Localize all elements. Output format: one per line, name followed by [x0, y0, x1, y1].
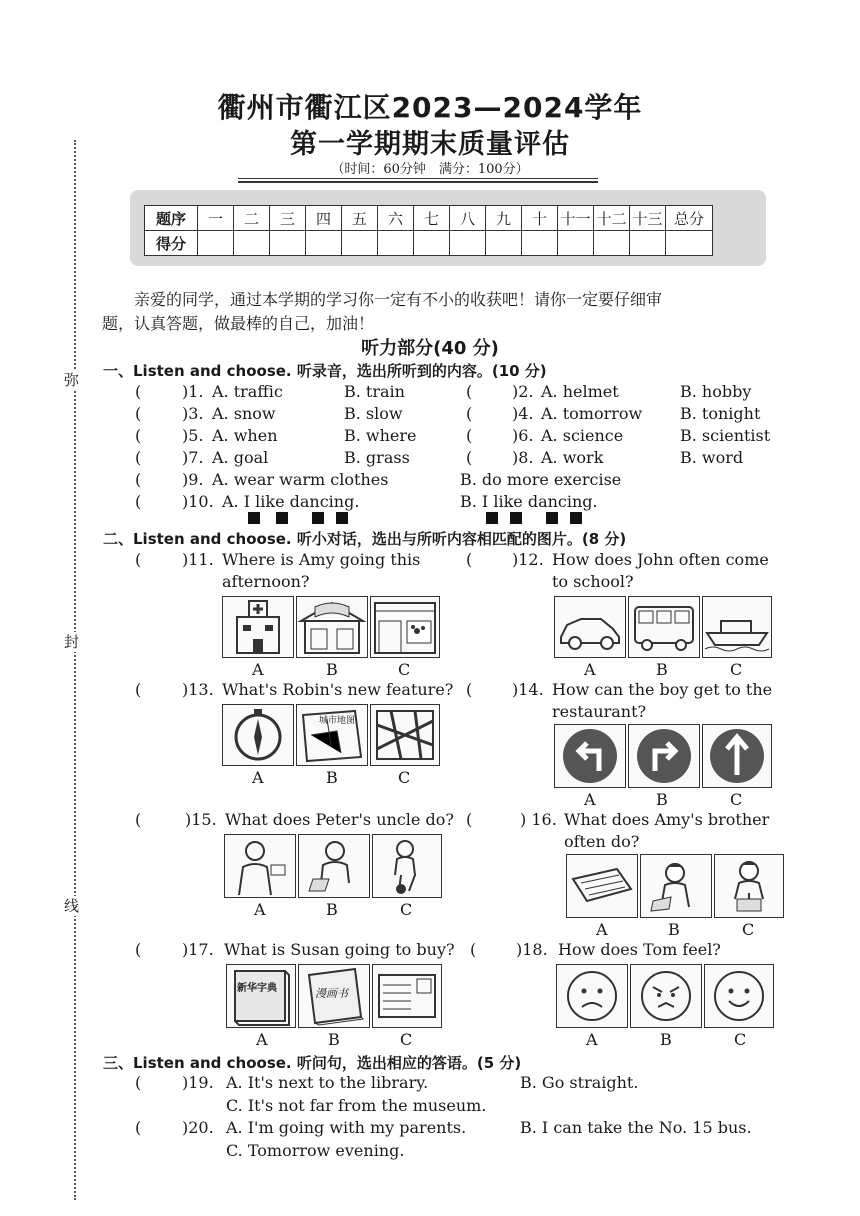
option-label: C: [730, 790, 743, 809]
man-picture[interactable]: [224, 834, 296, 898]
angry-face-icon: [631, 965, 701, 1027]
score-col: 二: [234, 206, 270, 231]
option-a: A. tomorrow: [541, 404, 643, 423]
dictionary-picture[interactable]: [226, 964, 296, 1028]
question-number: )7.: [182, 448, 204, 467]
question-text: What does Peter's uncle do?: [225, 810, 454, 829]
street-map-icon: [371, 705, 439, 765]
redaction-block: [486, 512, 498, 524]
turn-left-arrow-icon: [555, 725, 625, 787]
option-label: A: [596, 920, 608, 939]
score-cell[interactable]: [450, 231, 486, 256]
maze-icon: [567, 855, 637, 917]
question-number: )15.: [185, 810, 217, 829]
answer-paren[interactable]: (: [135, 426, 142, 445]
ship-picture[interactable]: [702, 596, 772, 658]
question-number: )8.: [512, 448, 534, 467]
score-row-order: [145, 206, 713, 231]
exam-title-line1: 衢州市衢江区2023—2024学年: [217, 91, 643, 124]
map-label: 城市地图: [319, 716, 356, 726]
option-a: A. snow: [212, 404, 276, 423]
option-label: C: [742, 920, 755, 939]
score-col: 九: [486, 206, 522, 231]
exam-title-line2: 第一学期期末质量评估: [290, 129, 570, 160]
redaction-block: [546, 512, 558, 524]
question-text: Where is Amy going this: [222, 550, 421, 569]
option-label: A: [586, 1030, 598, 1049]
score-col: 八: [450, 206, 486, 231]
bookstore-icon: [297, 597, 367, 657]
option-label: C: [400, 900, 413, 919]
sad-face-icon: [557, 965, 627, 1027]
score-col: 六: [378, 206, 414, 231]
question-text: What does Amy's brother: [564, 810, 770, 829]
option-label: A: [252, 660, 264, 679]
redaction-block: [312, 512, 324, 524]
answer-paren[interactable]: (: [466, 550, 473, 569]
postcard-picture[interactable]: [372, 964, 442, 1028]
question-number: )9.: [182, 470, 204, 489]
question-number: )17.: [182, 940, 214, 959]
maze-picture[interactable]: [566, 854, 638, 918]
option-a: A. when: [212, 426, 278, 445]
intro-line1: 亲爱的同学，通过本学期的学习你一定有不小的收获吧！请你一定要仔细审: [134, 290, 663, 309]
option-label: C: [398, 768, 411, 787]
score-col: 四: [306, 206, 342, 231]
question-text: What's Robin's new feature?: [222, 680, 454, 699]
score-cell[interactable]: [198, 231, 234, 256]
score-col: 十一: [558, 206, 594, 231]
turn-left-sign-picture[interactable]: [554, 724, 626, 788]
go-straight-sign-picture[interactable]: [702, 724, 772, 788]
answer-paren[interactable]: (: [466, 382, 473, 401]
answer-paren[interactable]: (: [466, 810, 473, 829]
score-cell[interactable]: [594, 231, 630, 256]
margin-char-mi: 弥: [64, 371, 80, 389]
question-number: )19.: [182, 1073, 214, 1092]
question-text: often do?: [564, 832, 640, 851]
bus-picture[interactable]: [628, 596, 700, 658]
compass-icon: [223, 705, 293, 765]
option-b: B. Go straight.: [520, 1073, 639, 1092]
question-number: )20.: [182, 1118, 214, 1137]
bookstore-picture[interactable]: [296, 596, 368, 658]
question-number: )1.: [182, 382, 204, 401]
intro-line2: 题，认真答题，做最棒的自己，加油！: [102, 314, 375, 333]
happy-face-picture[interactable]: [704, 964, 774, 1028]
option-b: B. word: [680, 448, 744, 467]
score-col: 七: [414, 206, 450, 231]
section-1-heading: 一、Listen and choose. 听录音，选出所听到的内容。(10 分): [103, 362, 547, 380]
listening-part-title: 听力部分(40 分): [361, 338, 499, 359]
redaction-block: [276, 512, 288, 524]
option-label: B: [326, 900, 338, 919]
answer-paren[interactable]: (: [135, 470, 142, 489]
score-row-label: 题序: [145, 206, 198, 231]
answer-paren[interactable]: (: [135, 810, 142, 829]
score-cell[interactable]: [378, 231, 414, 256]
question-text: What is Susan going to buy?: [224, 940, 455, 959]
option-c: C. Tomorrow evening.: [226, 1141, 405, 1160]
reading-boy-picture[interactable]: [640, 854, 712, 918]
header-rule: [238, 178, 598, 179]
option-a: A. science: [541, 426, 624, 445]
answer-paren[interactable]: (: [135, 404, 142, 423]
answer-paren[interactable]: (: [135, 940, 142, 959]
exam-time-info: （时间：60分钟 满分：100分）: [331, 162, 529, 177]
redaction-block: [510, 512, 522, 524]
question-number: ) 16.: [520, 810, 557, 829]
happy-face-icon: [705, 965, 773, 1027]
option-label: C: [734, 1030, 747, 1049]
bus-icon: [629, 597, 699, 657]
option-b: B. where: [344, 426, 417, 445]
person-icon: [225, 835, 295, 897]
score-cell[interactable]: [558, 231, 594, 256]
computer-worker-icon: [299, 835, 369, 897]
option-label: A: [584, 790, 596, 809]
ship-icon: [703, 597, 771, 657]
question-text: How can the boy get to the: [552, 680, 773, 699]
answer-paren[interactable]: (: [135, 1073, 142, 1092]
option-b: B. train: [344, 382, 405, 401]
pet-shop-picture[interactable]: [370, 596, 440, 658]
section-3-heading: 三、Listen and choose. 听问句，选出相应的答语。(5 分): [103, 1054, 522, 1072]
question-text: How does John often come: [552, 550, 769, 569]
margin-char-xian: 线: [64, 897, 80, 915]
score-cell[interactable]: [630, 231, 666, 256]
score-col: 五: [342, 206, 378, 231]
option-b: B. I can take the No. 15 bus.: [520, 1118, 752, 1137]
comic-book-label: 漫画书: [315, 987, 348, 1000]
hospital-picture[interactable]: [222, 596, 294, 658]
car-icon: [555, 597, 625, 657]
score-row-points: [145, 231, 713, 256]
redaction-block: [336, 512, 348, 524]
score-cell[interactable]: [486, 231, 522, 256]
question-text: afternoon?: [222, 572, 310, 591]
option-label: B: [668, 920, 680, 939]
football-player-picture[interactable]: [372, 834, 442, 898]
score-row-label: 得分: [145, 231, 198, 256]
score-cell[interactable]: [342, 231, 378, 256]
postcard-icon: [373, 965, 441, 1027]
question-text: restaurant?: [552, 702, 647, 721]
score-col: 十二: [594, 206, 630, 231]
option-label: C: [730, 660, 743, 679]
book-icon: [227, 965, 295, 1027]
option-label: B: [328, 1030, 340, 1049]
question-number: )2.: [512, 382, 534, 401]
comic-book-picture[interactable]: [298, 964, 370, 1028]
question-number: )3.: [182, 404, 204, 423]
turn-right-sign-picture[interactable]: [628, 724, 700, 788]
car-picture[interactable]: [554, 596, 626, 658]
option-label: A: [256, 1030, 268, 1049]
binding-line: [74, 140, 76, 1200]
option-b: B. I like dancing.: [460, 492, 598, 511]
option-a: A. work: [541, 448, 604, 467]
city-map-picture[interactable]: [296, 704, 368, 766]
option-a: A. helmet: [541, 382, 619, 401]
answer-paren[interactable]: (: [135, 448, 142, 467]
answer-paren[interactable]: (: [466, 680, 473, 699]
answer-paren[interactable]: (: [135, 382, 142, 401]
question-number: )14.: [512, 680, 544, 699]
redaction-block: [248, 512, 260, 524]
dictionary-label: 新华字典: [237, 983, 277, 994]
score-col: 三: [270, 206, 306, 231]
question-number: )13.: [182, 680, 214, 699]
score-cell[interactable]: [234, 231, 270, 256]
turn-right-arrow-icon: [629, 725, 699, 787]
option-a: A. traffic: [212, 382, 283, 401]
question-number: )12.: [512, 550, 544, 569]
answer-paren[interactable]: (: [470, 940, 477, 959]
option-label: A: [584, 660, 596, 679]
option-label: B: [326, 768, 338, 787]
up-arrow-icon: [703, 725, 771, 787]
question-number: )6.: [512, 426, 534, 445]
answer-paren[interactable]: (: [466, 404, 473, 423]
option-label: B: [656, 790, 668, 809]
margin-char-feng: 封: [64, 633, 80, 651]
score-cell[interactable]: [414, 231, 450, 256]
question-number: )4.: [512, 404, 534, 423]
option-label: C: [398, 660, 411, 679]
answer-paren[interactable]: (: [135, 1118, 142, 1137]
score-cell[interactable]: [306, 231, 342, 256]
question-text: to school?: [552, 572, 634, 591]
question-number: )11.: [182, 550, 214, 569]
question-number: )5.: [182, 426, 204, 445]
score-cell[interactable]: [666, 231, 713, 256]
compass-picture[interactable]: [222, 704, 294, 766]
question-text: How does Tom feel?: [558, 940, 721, 959]
answer-paren[interactable]: (: [135, 492, 142, 511]
option-label: B: [656, 660, 668, 679]
score-col: 十: [522, 206, 558, 231]
birthday-boy-picture[interactable]: [714, 854, 784, 918]
option-b: B. do more exercise: [460, 470, 622, 489]
answer-paren[interactable]: (: [466, 448, 473, 467]
angry-face-picture[interactable]: [630, 964, 702, 1028]
option-a: A. I'm going with my parents.: [226, 1118, 467, 1137]
option-a: A. It's next to the library.: [226, 1073, 429, 1092]
question-number: )18.: [516, 940, 548, 959]
hospital-icon: [223, 597, 293, 657]
option-b: B. grass: [344, 448, 410, 467]
answer-paren[interactable]: (: [135, 680, 142, 699]
score-col-total: 总分: [666, 206, 713, 231]
answer-paren[interactable]: (: [466, 426, 473, 445]
sad-face-picture[interactable]: [556, 964, 628, 1028]
redaction-block: [570, 512, 582, 524]
option-c: C. It's not far from the museum.: [226, 1096, 487, 1115]
option-a: A. I like dancing.: [222, 492, 360, 511]
option-label: A: [252, 768, 264, 787]
section-2-heading: 二、Listen and choose. 听小对话，选出与所听内容相匹配的图片。(8 分): [103, 530, 627, 548]
score-col: 十三: [630, 206, 666, 231]
option-b: B. hobby: [680, 382, 752, 401]
header-rule-thick: [238, 181, 598, 183]
question-number: )10.: [182, 492, 214, 511]
option-a: A. wear warm clothes: [212, 470, 389, 489]
option-label: A: [254, 900, 266, 919]
score-cell[interactable]: [522, 231, 558, 256]
answer-paren[interactable]: (: [135, 550, 142, 569]
score-table: [144, 205, 713, 256]
birthday-cake-icon: [715, 855, 783, 917]
option-b: B. scientist: [680, 426, 771, 445]
pet-shop-icon: [371, 597, 439, 657]
option-label: B: [660, 1030, 672, 1049]
football-player-icon: [373, 835, 441, 897]
score-cell[interactable]: [270, 231, 306, 256]
option-b: B. tonight: [680, 404, 761, 423]
option-label: B: [326, 660, 338, 679]
option-b: B. slow: [344, 404, 403, 423]
street-map-picture[interactable]: [370, 704, 440, 766]
option-a: A. goal: [212, 448, 269, 467]
option-label: C: [400, 1030, 413, 1049]
office-worker-picture[interactable]: [298, 834, 370, 898]
reading-boy-icon: [641, 855, 711, 917]
score-col: 一: [198, 206, 234, 231]
